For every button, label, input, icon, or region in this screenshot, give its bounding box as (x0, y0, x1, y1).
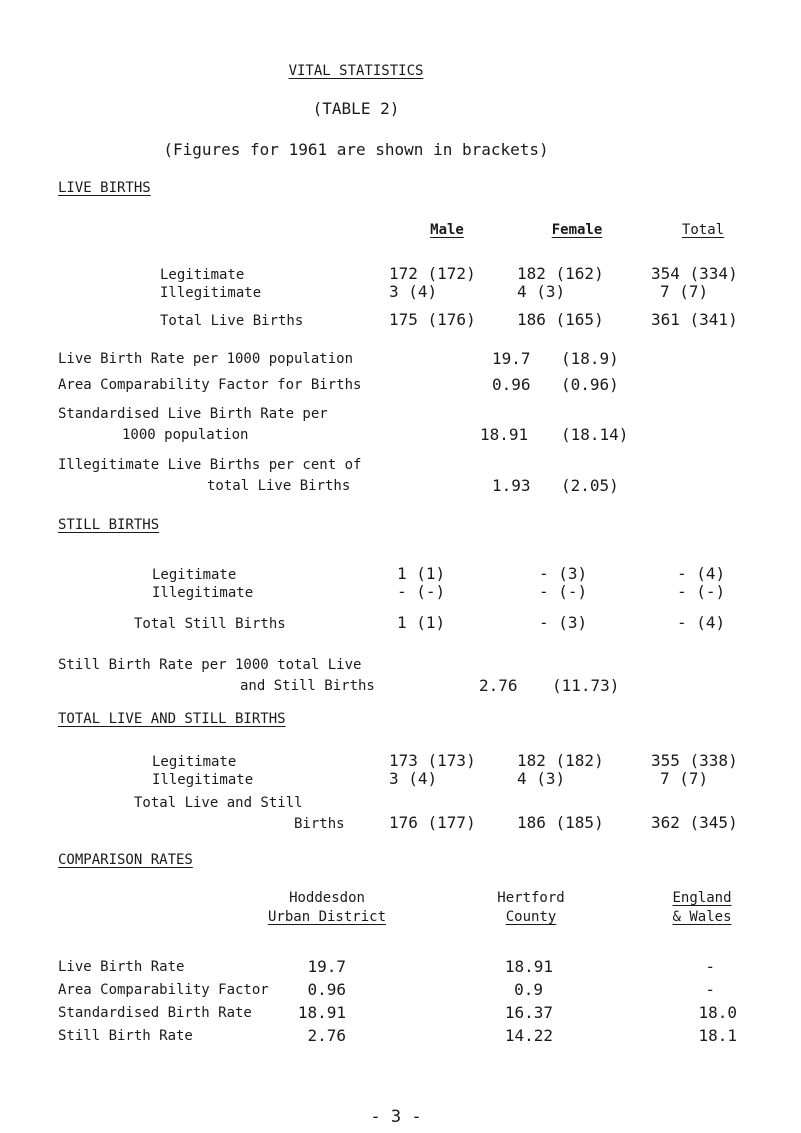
row-label: Legitimate (152, 754, 237, 770)
brackets-note: (Figures for 1961 are shown in brackets) (163, 140, 549, 159)
row-label: Total Live Births (160, 313, 304, 329)
female-value: - (3) (539, 564, 588, 583)
col-england-line1: England (672, 890, 732, 906)
female-value: 182 (162) (517, 264, 604, 283)
rate-label: Standardised Live Birth Rate per (58, 406, 328, 422)
rate-label: Still Birth Rate per 1000 total Live (58, 657, 362, 673)
total-value: - (-) (677, 582, 726, 601)
row-label: Legitimate (152, 567, 237, 583)
col-herts-line2: County (505, 909, 557, 925)
page-number: - 3 - (370, 1107, 422, 1127)
col-female: Female (551, 222, 603, 238)
total-value: 7 (7) (660, 769, 709, 788)
col-england-line2: & Wales (672, 909, 732, 925)
herts-value: 18.91 (504, 957, 553, 976)
england-value: - (705, 957, 715, 976)
hoddesdon-value: 0.96 (307, 980, 346, 999)
england-value: - (705, 980, 715, 999)
row-label: Illegitimate (152, 585, 254, 601)
page-title: VITAL STATISTICS (288, 63, 424, 79)
total-value: 355 (338) (651, 751, 738, 770)
row-label: Live Birth Rate (58, 959, 185, 975)
rate-prev: (2.05) (561, 476, 619, 495)
rate-prev: (18.9) (561, 349, 619, 368)
row-label: Area Comparability Factor (58, 982, 269, 998)
female-value: 186 (165) (517, 310, 604, 329)
col-total: Total (681, 222, 725, 238)
female-value: - (-) (539, 582, 588, 601)
england-value: 18.1 (698, 1026, 737, 1045)
male-value: 3 (4) (389, 769, 438, 788)
total-value: 7 (7) (660, 282, 709, 301)
female-value: 182 (182) (517, 751, 604, 770)
male-value: 172 (172) (389, 264, 476, 283)
herts-value: 0.9 (514, 980, 543, 999)
row-label: Total Still Births (134, 616, 286, 632)
rate-label: Area Comparability Factor for Births (58, 377, 362, 393)
male-value: 1 (1) (397, 613, 446, 632)
col-male: Male (430, 222, 464, 238)
rate-label-line2: 1000 population (122, 427, 249, 443)
hoddesdon-value: 18.91 (297, 1003, 346, 1022)
rate-value: 2.76 (479, 676, 518, 695)
herts-value: 16.37 (504, 1003, 553, 1022)
rate-value: 18.91 (480, 425, 529, 444)
rate-value: 1.93 (492, 476, 531, 495)
female-value: 186 (185) (517, 813, 604, 832)
male-value: - (-) (397, 582, 446, 601)
total-value: - (4) (677, 564, 726, 583)
female-value: - (3) (539, 613, 588, 632)
herts-value: 14.22 (504, 1026, 553, 1045)
rate-label: Illegitimate Live Births per cent of (58, 457, 362, 473)
male-value: 175 (176) (389, 310, 476, 329)
row-label: Standardised Birth Rate (58, 1005, 252, 1021)
rate-prev: (11.73) (552, 676, 620, 695)
row-label: Illegitimate (160, 285, 262, 301)
col-hoddesdon-line2: Urban District (267, 909, 387, 925)
rate-label: Live Birth Rate per 1000 population (58, 351, 354, 367)
row-label: Illegitimate (152, 772, 254, 788)
rate-prev: (0.96) (561, 375, 619, 394)
hoddesdon-value: 2.76 (307, 1026, 346, 1045)
female-value: 4 (3) (517, 769, 566, 788)
comparison-heading: COMPARISON RATES (58, 852, 193, 868)
rate-label-line2: and Still Births (240, 678, 375, 694)
total-value: 354 (334) (651, 264, 738, 283)
col-herts-line1: Hertford (497, 890, 565, 906)
male-value: 3 (4) (389, 282, 438, 301)
total-value: 361 (341) (651, 310, 738, 329)
row-label: Still Birth Rate (58, 1028, 193, 1044)
male-value: 173 (173) (389, 751, 476, 770)
rate-label-line2: total Live Births (207, 478, 351, 494)
row-label: Total Live and Still (134, 795, 303, 811)
male-value: 1 (1) (397, 564, 446, 583)
row-label: Legitimate (160, 267, 245, 283)
rate-value: 0.96 (492, 375, 531, 394)
total-live-still-heading: TOTAL LIVE AND STILL BIRTHS (58, 711, 286, 727)
total-value: - (4) (677, 613, 726, 632)
hoddesdon-value: 19.7 (307, 957, 346, 976)
female-value: 4 (3) (517, 282, 566, 301)
table-number: (TABLE 2) (312, 99, 400, 118)
live-births-heading: LIVE BIRTHS (58, 180, 151, 196)
rate-value: 19.7 (492, 349, 531, 368)
total-value: 362 (345) (651, 813, 738, 832)
col-hoddesdon-line1: Hoddesdon (289, 890, 365, 906)
row-label-line2: Births (294, 816, 345, 832)
male-value: 176 (177) (389, 813, 476, 832)
still-births-heading: STILL BIRTHS (58, 517, 160, 533)
rate-prev: (18.14) (561, 425, 629, 444)
england-value: 18.0 (698, 1003, 737, 1022)
